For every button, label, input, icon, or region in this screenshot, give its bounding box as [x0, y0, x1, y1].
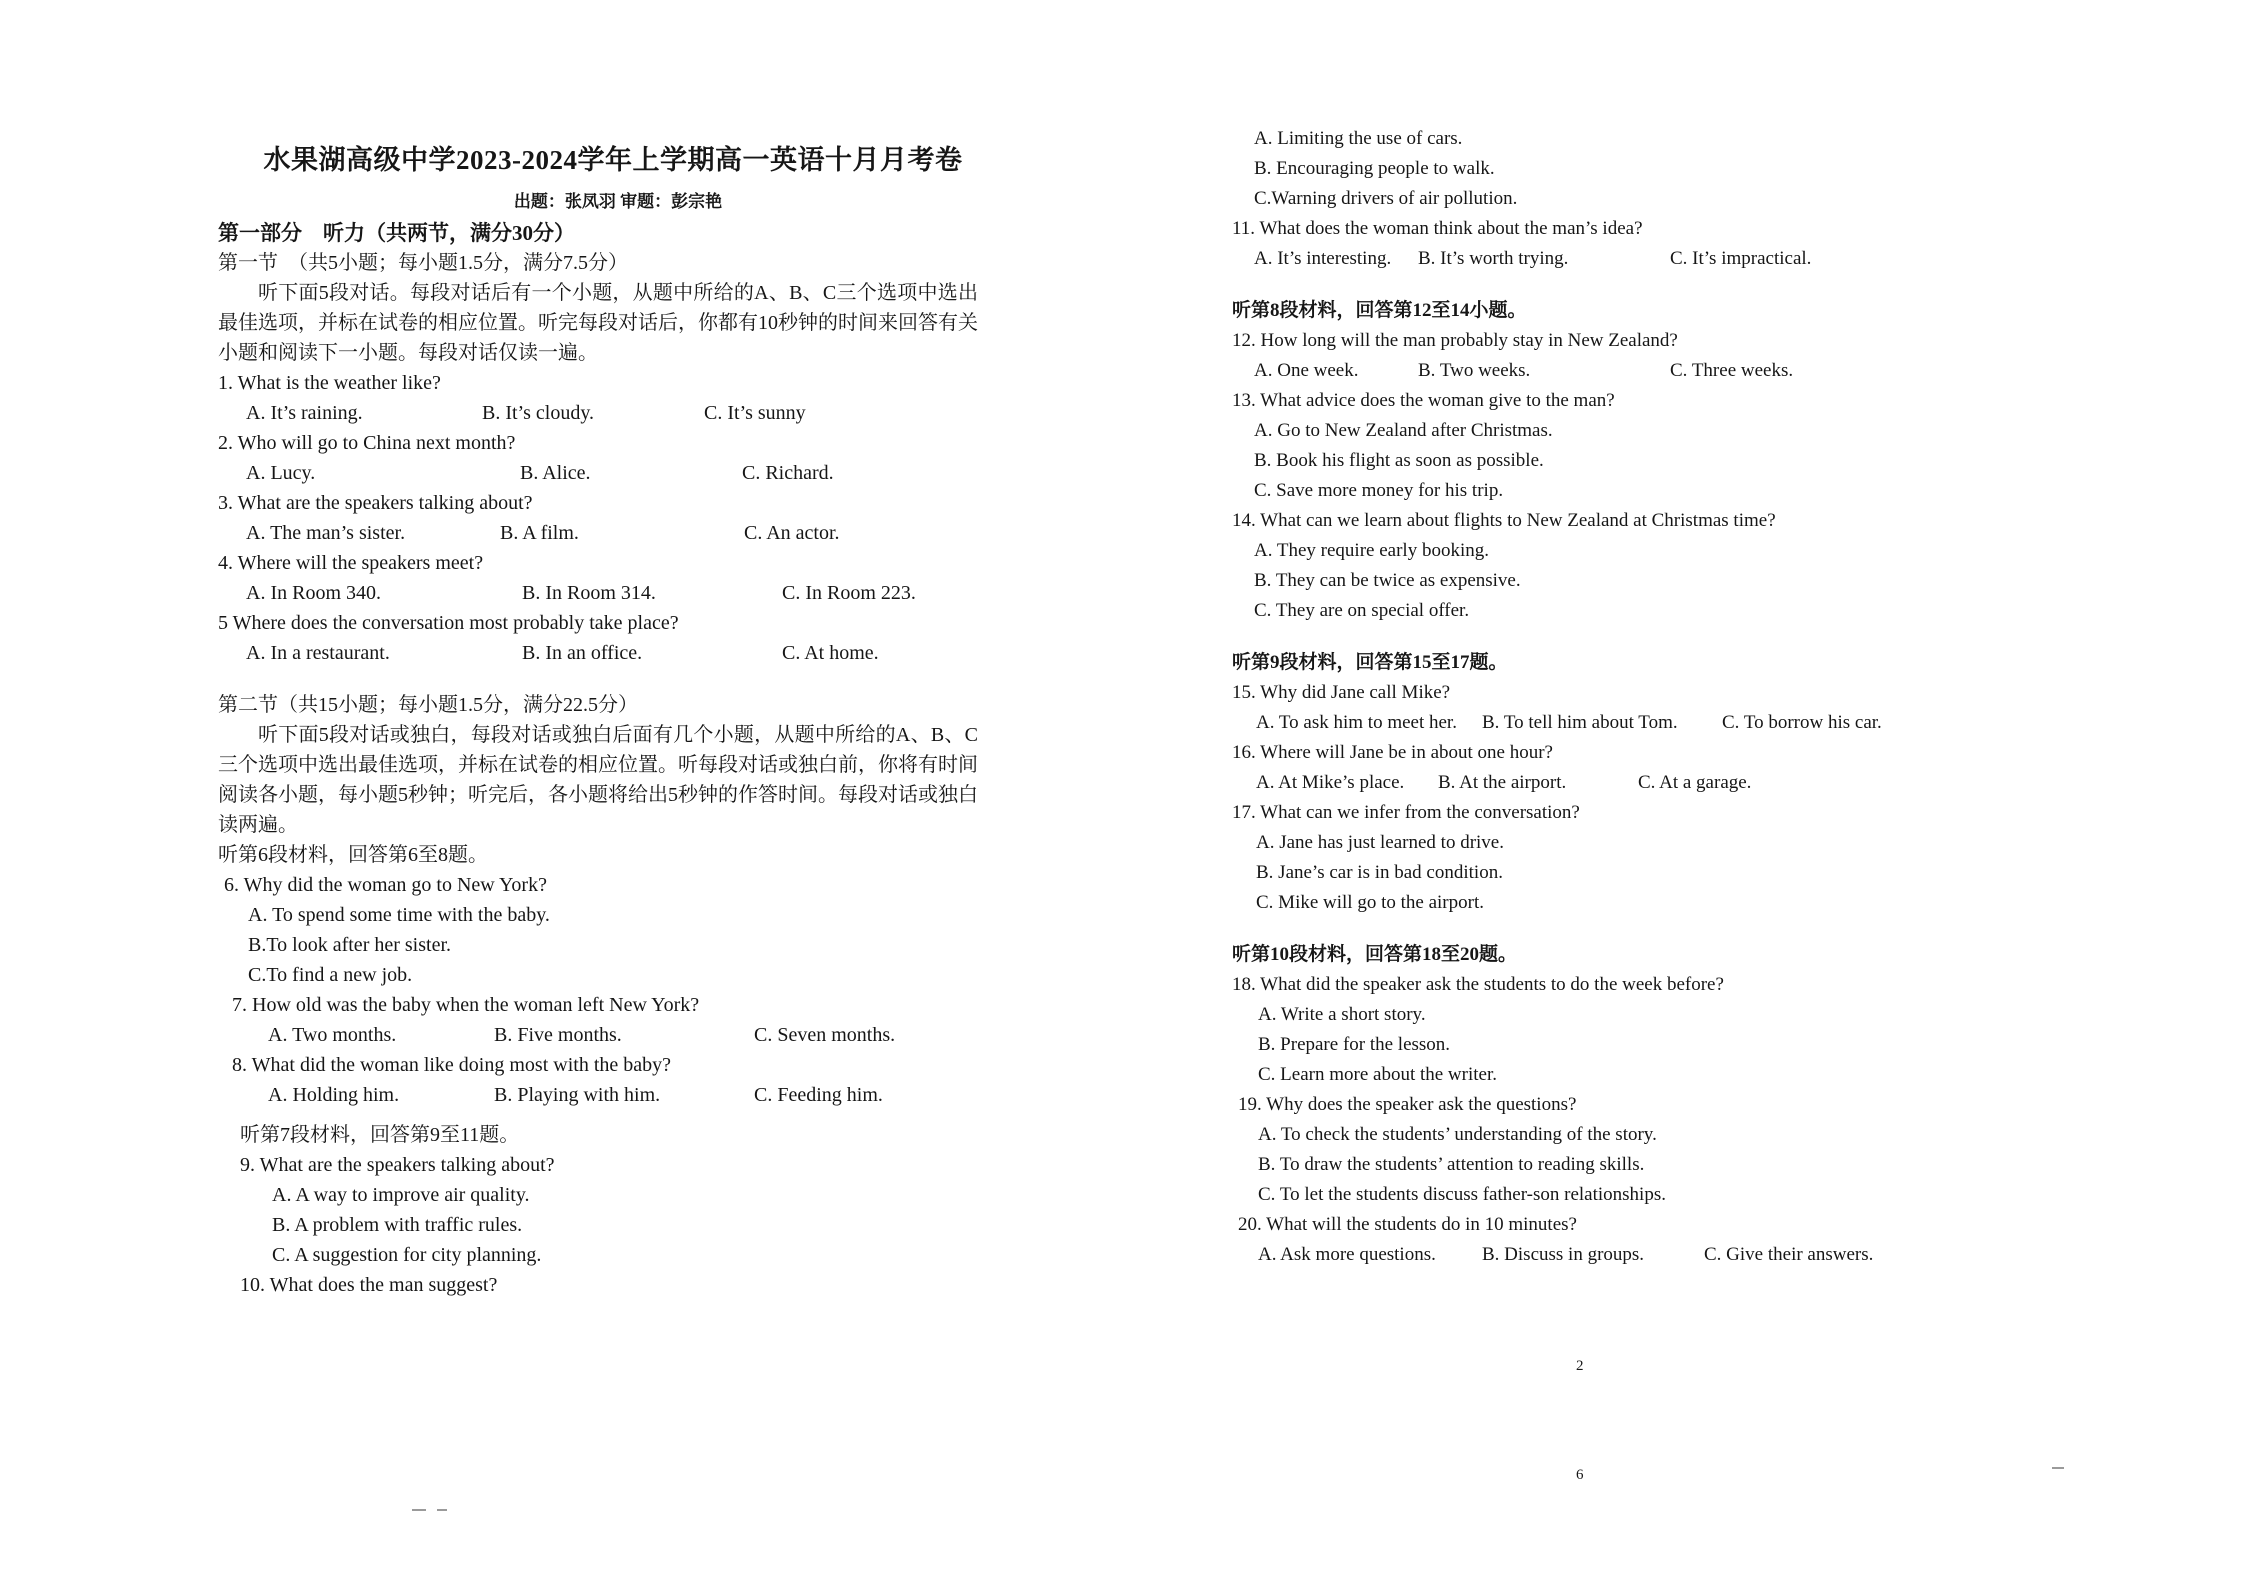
exam-authors: 出题：张凤羽 审题：彭宗艳	[513, 192, 723, 211]
question-10-stem: 10. What does the man suggest?	[240, 1274, 498, 1296]
option-c: C. At home.	[782, 642, 879, 664]
option-c: C. Three weeks.	[1670, 360, 1794, 381]
option-b: B. Book his flight as soon as possible.	[1254, 450, 1544, 471]
option-c: C. Mike will go to the airport.	[1256, 892, 1484, 913]
option-b: B. Discuss in groups.	[1482, 1244, 1645, 1265]
option-a: A. They require early booking.	[1254, 540, 1489, 561]
option-b: B. In an office.	[522, 642, 643, 664]
option-b: B. Jane’s car is in bad condition.	[1256, 862, 1503, 883]
question-14-stem: 14. What can we learn about flights to New Zealand at Christmas time?	[1232, 510, 1776, 531]
question-12-stem: 12. How long will the man probably stay in New Zealand?	[1232, 330, 1678, 351]
option-c: C. It’s sunny	[704, 402, 806, 424]
option-a: A. One week.	[1254, 360, 1359, 381]
left-column	[218, 138, 978, 1300]
question-15-options	[1232, 708, 1972, 738]
option-c: C. Seven months.	[754, 1024, 896, 1046]
option-a: A. Write a short story.	[1258, 1004, 1426, 1025]
option-c: C. Richard.	[742, 462, 834, 484]
option-c: C. Give their answers.	[1704, 1244, 1874, 1265]
question-7-stem: 7. How old was the baby when the woman left New York?	[232, 994, 700, 1016]
option-b: B. A film.	[500, 522, 579, 544]
section1-instructions: 听下面5段对话。每段对话后有一个小题，从题中所给的A、B、C三个选项中选出最佳选项，并标在试卷的相应位置。听完每段对话后，你都有10秒钟的时间来回答有关小题和阅读下一小题。每段对话仅读一遍。	[218, 282, 978, 364]
question-7-options	[218, 1020, 978, 1050]
option-b: B.To look after her sister.	[248, 934, 451, 956]
section1-heading: 第一节 （共5小题；每小题1.5分，满分7.5分）	[218, 252, 628, 274]
question-16-stem: 16. Where will Jane be in about one hour?	[1232, 742, 1553, 763]
right-column	[1232, 124, 1972, 1270]
question-19-stem: 19. Why does the speaker ask the questions?	[1238, 1094, 1577, 1115]
question-4-stem: 4. Where will the speakers meet?	[218, 552, 484, 574]
option-a: A. It’s raining.	[246, 402, 363, 424]
option-b: B. Five months.	[494, 1024, 622, 1046]
option-a: A. To ask him to meet her.	[1256, 712, 1457, 733]
option-b: B. It’s cloudy.	[482, 402, 595, 424]
question-15-stem: 15. Why did Jane call Mike?	[1232, 682, 1451, 703]
option-a: A. Lucy.	[246, 462, 316, 484]
page-number-upper: 2	[1576, 1358, 1584, 1374]
question-6-stem: 6. Why did the woman go to New York?	[224, 874, 547, 896]
question-11-stem: 11. What does the woman think about the man’s idea?	[1232, 218, 1643, 239]
option-c: C. At a garage.	[1638, 772, 1752, 793]
question-8-stem: 8. What did the woman like doing most with the baby?	[232, 1054, 672, 1076]
part-heading: 第一部分 听力（共两节，满分30分）	[218, 221, 575, 245]
option-c: C. Feeding him.	[754, 1084, 883, 1106]
question-5-options	[218, 638, 978, 668]
exam-title: 水果湖高级中学2023-2024学年上学期高一英语十月月考卷	[263, 145, 963, 175]
question-3-stem: 3. What are the speakers talking about?	[218, 492, 533, 514]
set-9-heading: 听第9段材料，回答第15至17题。	[1232, 652, 1508, 673]
scan-speck	[437, 1509, 447, 1511]
option-b: B. Prepare for the lesson.	[1258, 1034, 1451, 1055]
option-a: A. In Room 340.	[246, 582, 381, 604]
option-a: A. Jane has just learned to drive.	[1256, 832, 1504, 853]
option-a: A. Go to New Zealand after Christmas.	[1254, 420, 1553, 441]
question-20-options	[1232, 1240, 1972, 1270]
question-4-options	[218, 578, 978, 608]
set-7-heading: 听第7段材料，回答第9至11题。	[240, 1124, 520, 1146]
option-c: C. To let the students discuss father-son relationships.	[1258, 1184, 1666, 1205]
section2-heading: 第二节（共15小题；每小题1.5分，满分22.5分）	[218, 694, 638, 716]
option-c: C. Save more money for his trip.	[1254, 480, 1504, 501]
option-a: A. It’s interesting.	[1254, 248, 1392, 269]
question-1-options	[218, 398, 978, 428]
option-c: C. An actor.	[744, 522, 840, 544]
option-c: C. It’s impractical.	[1670, 248, 1812, 269]
set-6-heading: 听第6段材料，回答第6至8题。	[218, 844, 488, 866]
option-b: B. A problem with traffic rules.	[272, 1214, 523, 1236]
page-number-lower: 6	[1576, 1467, 1584, 1483]
question-2-stem: 2. Who will go to China next month?	[218, 432, 516, 454]
option-b: B. Playing with him.	[494, 1084, 661, 1106]
question-17-stem: 17. What can we infer from the conversation?	[1232, 802, 1580, 823]
option-b: B. They can be twice as expensive.	[1254, 570, 1521, 591]
option-a: A. In a restaurant.	[246, 642, 390, 664]
question-2-options	[218, 458, 978, 488]
option-a: A. Limiting the use of cars.	[1254, 128, 1463, 149]
question-9-stem: 9. What are the speakers talking about?	[240, 1154, 555, 1176]
question-8-options	[218, 1080, 978, 1110]
option-c: C. Learn more about the writer.	[1258, 1064, 1498, 1085]
option-b: B. To draw the students’ attention to reading skills.	[1258, 1154, 1645, 1175]
option-b: B. In Room 314.	[522, 582, 656, 604]
option-a: A. A way to improve air quality.	[272, 1184, 530, 1206]
set-8-heading: 听第8段材料，回答第12至14小题。	[1232, 300, 1527, 321]
section2-instructions: 听下面5段对话或独白，每段对话或独白后面有几个小题，从题中所给的A、B、C三个选项中选出最佳选项，并标在试卷的相应位置。听每段对话或独白前，你将有时间阅读各小题，每小题5秒钟；听完后，各小题将给出5秒钟的作答时间。每段对话或独白读两遍。	[218, 724, 978, 836]
option-c: C. To borrow his car.	[1722, 712, 1882, 733]
scan-speck	[2052, 1467, 2064, 1469]
set-10-heading: 听第10段材料，回答第18至20题。	[1232, 944, 1518, 965]
option-a: A. At Mike’s place.	[1256, 772, 1405, 793]
option-b: B. It’s worth trying.	[1418, 248, 1569, 269]
scan-speck	[412, 1509, 426, 1511]
option-a: A. To spend some time with the baby.	[248, 904, 550, 926]
option-c: C. In Room 223.	[782, 582, 916, 604]
question-13-stem: 13. What advice does the woman give to the man?	[1232, 390, 1615, 411]
question-12-options	[1232, 356, 1972, 386]
option-a: A. To check the students’ understanding of the story.	[1258, 1124, 1657, 1145]
option-a: A. Holding him.	[268, 1084, 400, 1106]
question-20-stem: 20. What will the students do in 10 minutes?	[1238, 1214, 1577, 1235]
question-1-stem: 1. What is the weather like?	[218, 372, 441, 394]
option-a: A. The man’s sister.	[246, 522, 406, 544]
option-a: A. Ask more questions.	[1258, 1244, 1436, 1265]
option-a: A. Two months.	[268, 1024, 397, 1046]
option-c: C. A suggestion for city planning.	[272, 1244, 542, 1266]
question-11-options	[1232, 244, 1972, 274]
option-b: B. Alice.	[520, 462, 591, 484]
option-b: B. To tell him about Tom.	[1482, 712, 1678, 733]
option-b: B. Two weeks.	[1418, 360, 1531, 381]
option-b: B. At the airport.	[1438, 772, 1567, 793]
question-18-stem: 18. What did the speaker ask the students to do the week before?	[1232, 974, 1724, 995]
question-16-options	[1232, 768, 1972, 798]
option-c: C.Warning drivers of air pollution.	[1254, 188, 1518, 209]
option-c: C.To find a new job.	[248, 964, 413, 986]
option-c: C. They are on special offer.	[1254, 600, 1470, 621]
question-5-stem: 5 Where does the conversation most probably take place?	[218, 612, 679, 634]
option-b: B. Encouraging people to walk.	[1254, 158, 1495, 179]
question-3-options	[218, 518, 978, 548]
